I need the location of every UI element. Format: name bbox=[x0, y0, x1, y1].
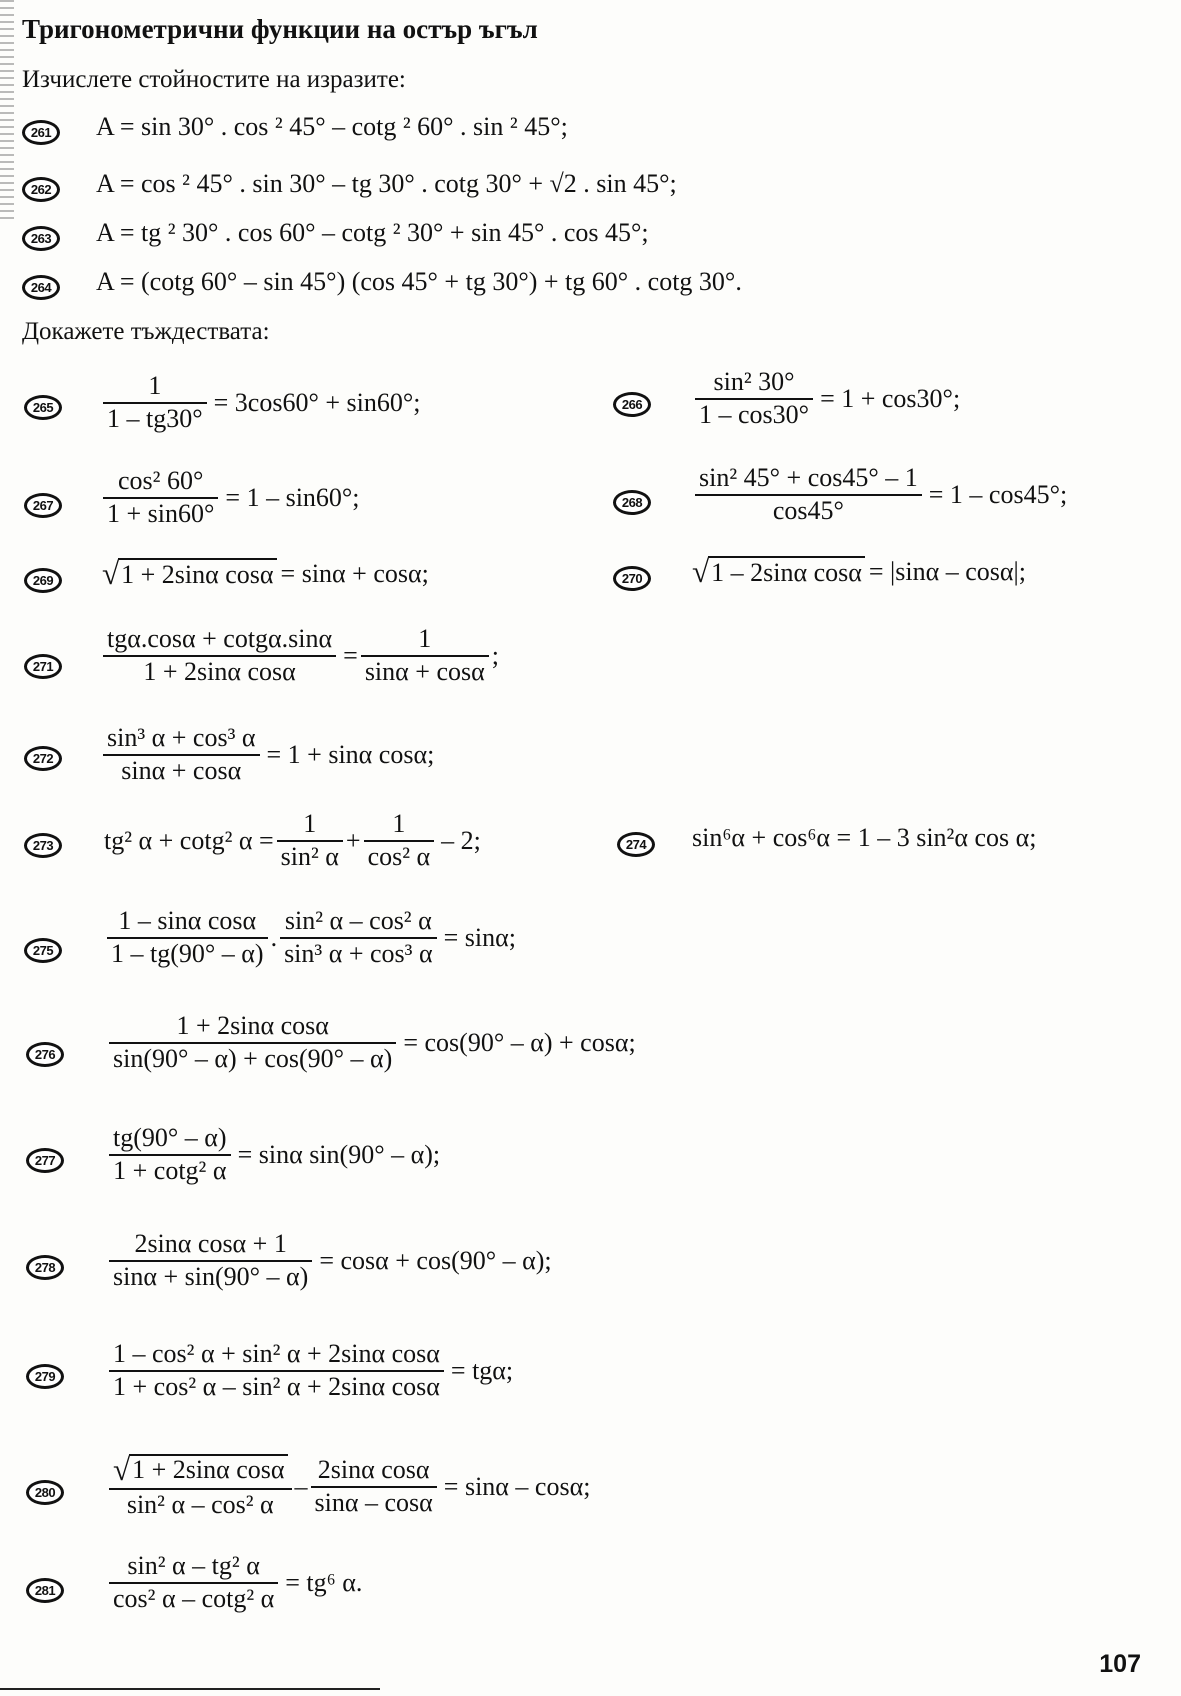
denominator: 1 – tg(90° – α) bbox=[111, 938, 264, 968]
right-hand-side: = tg⁶ α. bbox=[285, 1567, 363, 1597]
problem-number-badge: 280 bbox=[26, 1480, 64, 1505]
problem-number-badge: 276 bbox=[26, 1042, 64, 1067]
fraction bbox=[311, 1456, 437, 1517]
problem-expression: A = tg ² 30° . cos 60° – cotg ² 30° + sin 45° . cos 45°; bbox=[96, 218, 649, 247]
identity-265 bbox=[100, 372, 420, 433]
problem-number-badge: 279 bbox=[26, 1364, 64, 1389]
numerator bbox=[109, 1454, 292, 1490]
right-hand-side: = 1 – sin60°; bbox=[225, 482, 360, 512]
problem-number-badge: 261 bbox=[22, 120, 60, 145]
numerator: tg(90° – α) bbox=[109, 1124, 231, 1156]
problem-number-badge: 264 bbox=[22, 275, 60, 300]
problem-number-badge: 275 bbox=[24, 938, 62, 963]
identity-275 bbox=[104, 907, 516, 968]
right-hand-side: = sinα sin(90° – α); bbox=[237, 1139, 441, 1169]
problem-number-badge: 269 bbox=[24, 568, 62, 593]
section-heading-prove: Докажете тъждествата: bbox=[22, 318, 270, 345]
fraction bbox=[103, 625, 336, 686]
square-root bbox=[113, 1454, 288, 1485]
end-punctuation: ; bbox=[491, 640, 499, 670]
denominator: sinα + sin(90° – α) bbox=[113, 1261, 309, 1291]
operator: + bbox=[345, 825, 361, 855]
fraction bbox=[280, 907, 437, 968]
fraction bbox=[107, 907, 268, 968]
denominator: cos² α bbox=[367, 841, 431, 871]
radical-sign: √ bbox=[692, 554, 710, 589]
fraction bbox=[109, 1454, 292, 1519]
fraction bbox=[277, 810, 343, 871]
square-root bbox=[692, 556, 865, 588]
page-number: 107 bbox=[1099, 1650, 1141, 1678]
problem-number-badge: 274 bbox=[617, 832, 655, 857]
fraction bbox=[103, 724, 260, 785]
numerator: 1 bbox=[361, 625, 489, 657]
problem-number-badge: 268 bbox=[613, 490, 651, 515]
numerator: sin² 30° bbox=[695, 368, 813, 400]
radical-sign: √ bbox=[102, 556, 120, 591]
operator: . bbox=[270, 922, 278, 952]
problem-number-badge: 277 bbox=[26, 1148, 64, 1173]
problem-number-badge: 262 bbox=[22, 177, 60, 202]
radicand: 1 + 2sinα cosα bbox=[129, 1454, 287, 1485]
identity-273 bbox=[104, 810, 481, 871]
identity-281 bbox=[106, 1552, 362, 1613]
problem-number-badge: 271 bbox=[24, 654, 62, 679]
denominator: 1 + cotg² α bbox=[113, 1155, 227, 1185]
radicand: 1 – 2sinα cosα bbox=[708, 556, 865, 588]
denominator: sinα + cosα bbox=[364, 656, 485, 686]
numerator: sin² α – tg² α bbox=[109, 1552, 278, 1584]
numerator: 2sinα cosα bbox=[311, 1456, 437, 1488]
problem-number-badge: 273 bbox=[24, 833, 62, 858]
denominator: sin(90° – α) + cos(90° – α) bbox=[113, 1043, 393, 1073]
identity-278 bbox=[106, 1230, 552, 1291]
fraction bbox=[695, 464, 922, 525]
numerator: cos² 60° bbox=[103, 467, 218, 499]
numerator: 1 + 2sinα cosα bbox=[109, 1012, 396, 1044]
fraction bbox=[109, 1124, 231, 1185]
identity-270 bbox=[692, 556, 1026, 588]
scan-edge-noise bbox=[0, 0, 14, 220]
problem-expression: A = cos ² 45° . sin 30° – tg 30° . cotg 30° + √2 . sin 45°; bbox=[96, 169, 677, 198]
right-hand-side: = 1 + cos30°; bbox=[820, 383, 961, 413]
fraction bbox=[109, 1340, 444, 1401]
denominator: sinα – cosα bbox=[314, 1487, 433, 1517]
page-title: Тригонометрични функции на остър ъгъл bbox=[22, 14, 538, 44]
right-hand-side: = |sinα – cosα|; bbox=[868, 557, 1026, 586]
problem-number-badge: 263 bbox=[22, 226, 60, 251]
right-hand-side: = 1 – cos45°; bbox=[928, 479, 1068, 509]
numerator: 1 – cos² α + sin² α + 2sinα cosα bbox=[109, 1340, 444, 1372]
numerator: 1 bbox=[277, 810, 343, 842]
problem-number-badge: 272 bbox=[24, 746, 62, 771]
problem-expression: A = sin 30° . cos ² 45° – cotg ² 60° . sin ² 45°; bbox=[96, 112, 568, 141]
fraction bbox=[364, 810, 435, 871]
right-hand-side: – 2; bbox=[441, 825, 481, 855]
numerator: 1 bbox=[364, 810, 435, 842]
fraction bbox=[109, 1230, 312, 1291]
identity-266 bbox=[692, 368, 960, 429]
problem-number-badge: 281 bbox=[26, 1578, 64, 1603]
problem-number-badge: 265 bbox=[24, 395, 62, 420]
numerator: sin² 45° + cos45° – 1 bbox=[695, 464, 922, 496]
fraction bbox=[109, 1552, 278, 1613]
right-hand-side: = sinα – cosα; bbox=[443, 1471, 591, 1501]
denominator: sinα + cosα bbox=[121, 755, 242, 785]
square-root bbox=[102, 558, 277, 590]
denominator: 1 + sin60° bbox=[107, 498, 215, 528]
denominator: sin³ α + cos³ α bbox=[284, 938, 433, 968]
denominator: 1 – tg30° bbox=[107, 403, 203, 433]
numerator: sin³ α + cos³ α bbox=[103, 724, 260, 756]
numerator: tgα.cosα + cotgα.sinα bbox=[103, 625, 336, 657]
right-hand-side: = cosα + cos(90° – α); bbox=[319, 1245, 552, 1275]
identity-271 bbox=[100, 625, 499, 686]
denominator: sin² α – cos² α bbox=[126, 1489, 274, 1519]
identity-272 bbox=[100, 724, 434, 785]
operator: – bbox=[294, 1471, 308, 1501]
identity-276 bbox=[106, 1012, 636, 1073]
identity-277 bbox=[106, 1124, 440, 1185]
footer-rule bbox=[0, 1688, 380, 1690]
right-hand-side: = tgα; bbox=[450, 1355, 514, 1385]
identity-269 bbox=[102, 558, 429, 590]
radicand: 1 + 2sinα cosα bbox=[118, 558, 276, 590]
identity-267 bbox=[100, 467, 360, 528]
right-hand-side: = sinα; bbox=[443, 922, 516, 952]
identity-268 bbox=[692, 464, 1067, 525]
denominator: 1 + cos² α – sin² α + 2sinα cosα bbox=[113, 1371, 440, 1401]
identity-280 bbox=[106, 1454, 590, 1519]
denominator: sin² α bbox=[280, 841, 339, 871]
fraction bbox=[109, 1012, 396, 1073]
denominator: cos² α – cotg² α bbox=[113, 1583, 275, 1613]
numerator: 1 – sinα cosα bbox=[107, 907, 268, 939]
right-hand-side: = 3cos60° + sin60°; bbox=[213, 387, 421, 417]
problem-number-badge: 278 bbox=[26, 1255, 64, 1280]
identity-274: sin⁶α + cos⁶α = 1 – 3 sin²α cos α; bbox=[692, 823, 1037, 852]
denominator: cos45° bbox=[772, 495, 844, 525]
right-hand-side: = cos(90° – α) + cosα; bbox=[403, 1027, 636, 1057]
radical-sign: √ bbox=[113, 1452, 131, 1487]
numerator: 1 bbox=[103, 372, 207, 404]
right-hand-side: = 1 + sinα cosα; bbox=[266, 739, 435, 769]
problem-number-badge: 266 bbox=[613, 392, 651, 417]
numerator: 2sinα cosα + 1 bbox=[109, 1230, 312, 1262]
operator: = bbox=[343, 640, 358, 670]
denominator: 1 – cos30° bbox=[699, 399, 810, 429]
fraction bbox=[103, 467, 218, 528]
fraction bbox=[361, 625, 489, 686]
problem-number-badge: 270 bbox=[613, 566, 651, 591]
denominator: 1 + 2sinα cosα bbox=[143, 656, 296, 686]
problem-number-badge: 267 bbox=[24, 493, 62, 518]
right-hand-side: = sinα + cosα; bbox=[280, 559, 429, 588]
problem-expression: A = (cotg 60° – sin 45°) (cos 45° + tg 30°) + tg 60° . cotg 30°. bbox=[96, 267, 742, 296]
fraction bbox=[695, 368, 813, 429]
section-heading-calculate: Изчислете стойностите на изразите: bbox=[22, 66, 406, 93]
numerator: sin² α – cos² α bbox=[280, 907, 437, 939]
identity-279 bbox=[106, 1340, 513, 1401]
fraction bbox=[103, 372, 207, 433]
left-hand-side: tg² α + cotg² α = bbox=[104, 825, 274, 855]
